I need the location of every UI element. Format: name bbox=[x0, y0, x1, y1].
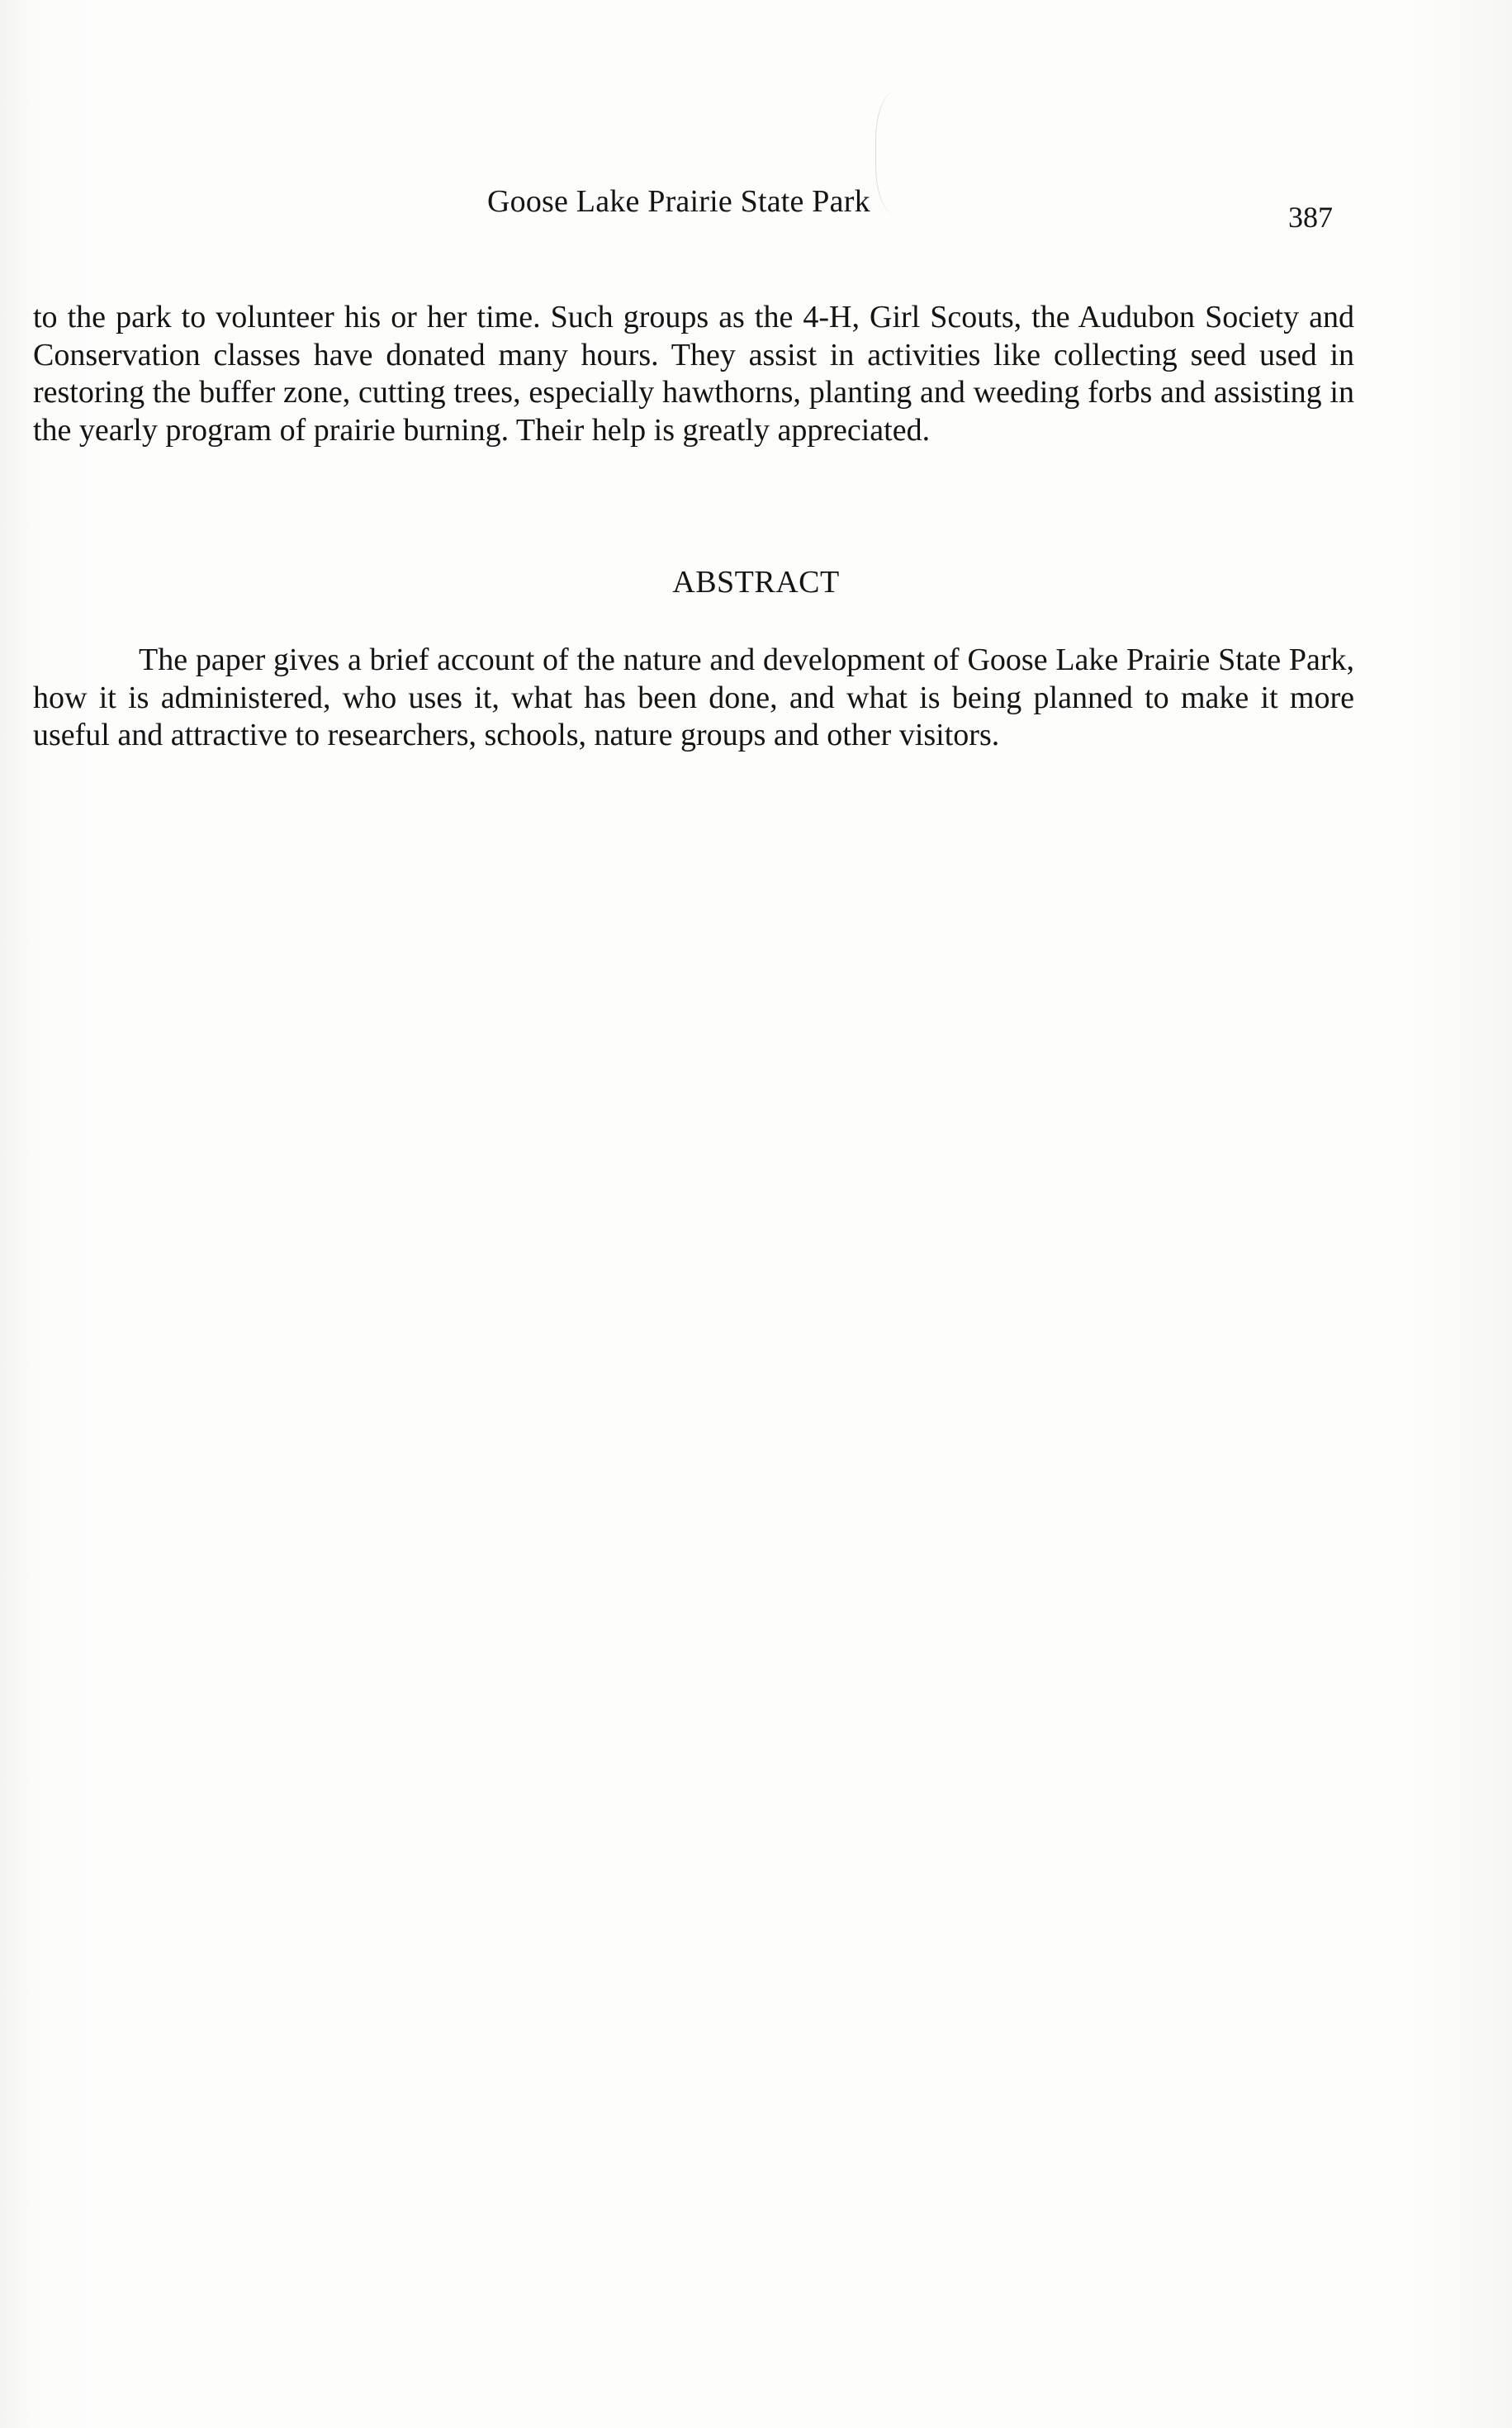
abstract-paragraph: The paper gives a brief account of the nature and development of Goose Lake Prairie State Park, how it is administered, who uses it, what has been done, and what is being planned to make it more useful and attractive to researchers, schools, nature groups and other visitors. bbox=[33, 643, 1354, 752]
pencil-mark bbox=[875, 91, 926, 215]
running-head-title: Goose Lake Prairie State Park bbox=[487, 184, 870, 219]
abstract-heading: ABSTRACT bbox=[672, 565, 840, 600]
body-paragraph: to the park to volunteer his or her time. Such groups as the 4-H, Girl Scouts, the Audubon Society and Conservation classes have donated many hours. They assist in activities like collecting seed used in restoring the buffer zone, cutting trees, especially hawthorns, planting and weeding forbs and assisting in the yearly program of prairie burning. Their help is greatly appreciated. bbox=[33, 300, 1354, 448]
page-number: 387 bbox=[1288, 201, 1333, 234]
